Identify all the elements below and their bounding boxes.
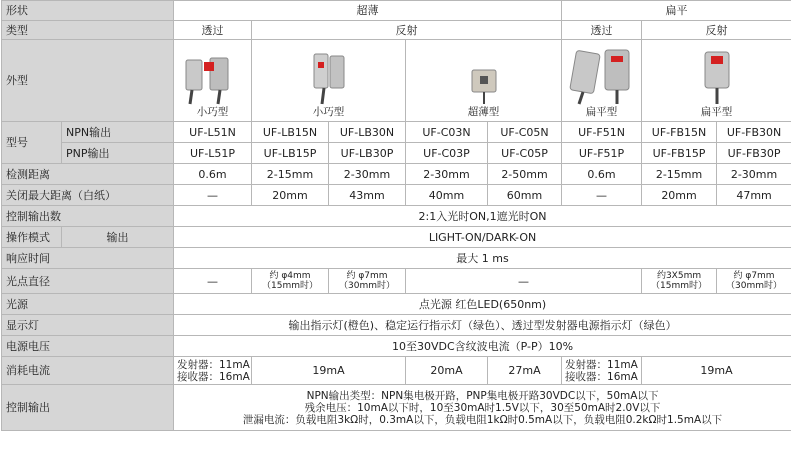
power-value: 10至30VDC含纹波电流（P-P）10% xyxy=(174,336,791,357)
detect-cell: 2-30mm xyxy=(406,164,488,185)
model-pnp-cell: UF-LB30P xyxy=(329,143,406,164)
row-ctrl-count xyxy=(2,206,791,227)
row-indicator xyxy=(2,315,791,336)
row-ctrl-out xyxy=(2,385,791,431)
current-c05: 27mA xyxy=(488,357,562,385)
detect-cell: 2-30mm xyxy=(717,164,791,185)
detect-cell: 2-15mm xyxy=(252,164,329,185)
row-spot xyxy=(2,269,791,294)
spot-dash-1: — xyxy=(174,269,252,294)
model-npn-cell: UF-LB15N xyxy=(252,122,329,143)
model-pnp-cell: UF-C05P xyxy=(488,143,562,164)
current-ul51 xyxy=(174,357,252,385)
label-shape: 形状 xyxy=(2,1,174,21)
caption-flat-1: 扁平型 xyxy=(585,106,618,118)
label-indicator: 显示灯 xyxy=(2,315,174,336)
spot-lb30 xyxy=(329,269,406,294)
closed-cell: — xyxy=(174,185,252,206)
label-model: 型号 xyxy=(2,122,62,164)
sensor-flat-pair-image xyxy=(565,46,639,106)
caption-ultra: 超薄型 xyxy=(467,106,500,118)
ctrl-out-line-3: 泄漏电流：负载电阻3kΩ时，0.3mA以下，负载电阻1kΩ时0.5mA以下，负载电阻0.2kΩ时1.5mA以下 xyxy=(242,413,723,426)
shape-flat: 扁平 xyxy=(562,1,791,21)
label-mode: 操作模式 xyxy=(2,227,62,248)
spot-lb30-note: （30mm时） xyxy=(339,281,395,291)
sensor-pair-image xyxy=(180,54,246,106)
detect-cell: 2-30mm xyxy=(329,164,406,185)
row-model-pnp xyxy=(2,143,791,164)
model-pnp-cell: UF-F51P xyxy=(562,143,642,164)
type-thru-1: 透过 xyxy=(174,21,252,40)
label-closed: 关闭最大距离（白纸） xyxy=(2,185,174,206)
current-emitter-1: 发射器：11mA xyxy=(177,358,250,371)
image-fb xyxy=(642,40,791,122)
indicator-value: 输出指示灯(橙色)、稳定运行指示灯（绿色）、透过型发射器电源指示灯（绿色） xyxy=(174,315,791,336)
model-npn-cell: UF-F51N xyxy=(562,122,642,143)
detect-cell: 0.6m xyxy=(562,164,642,185)
row-detect xyxy=(2,164,791,185)
model-pnp-cell: UF-L51P xyxy=(174,143,252,164)
model-pnp-cell: UF-FB15P xyxy=(642,143,717,164)
detect-cell: 2-50mm xyxy=(488,164,562,185)
spot-lb15-note: （15mm时） xyxy=(262,281,318,291)
image-ul51 xyxy=(174,40,252,122)
label-current: 消耗电流 xyxy=(2,357,174,385)
row-type xyxy=(2,21,791,40)
current-fb: 19mA xyxy=(642,357,791,385)
row-mode xyxy=(2,227,791,248)
closed-cell: 43mm xyxy=(329,185,406,206)
label-spot: 光点直径 xyxy=(2,269,174,294)
label-appearance: 外型 xyxy=(2,40,174,122)
closed-cell: 20mm xyxy=(642,185,717,206)
shape-ultra-thin: 超薄 xyxy=(174,1,562,21)
label-power: 电源电压 xyxy=(2,336,174,357)
current-receiver-1: 接收器：16mA xyxy=(177,370,250,383)
spot-dash-2: — xyxy=(406,269,642,294)
type-thru-2: 透过 xyxy=(562,21,642,40)
spot-lb15-size: 约 φ4mm xyxy=(269,271,311,281)
label-detect: 检测距离 xyxy=(2,164,174,185)
row-closed xyxy=(2,185,791,206)
closed-cell: — xyxy=(562,185,642,206)
mode-value: LIGHT-ON/DARK-ON xyxy=(174,227,791,248)
image-f51 xyxy=(562,40,642,122)
spot-lb30-size: 约 φ7mm xyxy=(346,271,388,281)
current-receiver-2: 接收器：16mA xyxy=(565,370,638,383)
model-pnp-cell: UF-C03P xyxy=(406,143,488,164)
current-lb: 19mA xyxy=(252,357,406,385)
model-npn-cell: UF-L51N xyxy=(174,122,252,143)
label-light: 光源 xyxy=(2,294,174,315)
image-c0 xyxy=(406,40,562,122)
row-appearance xyxy=(2,40,791,122)
label-ctrl-count: 控制输出数 xyxy=(2,206,174,227)
label-pnp: PNP输出 xyxy=(62,143,174,164)
label-ctrl-out: 控制输出 xyxy=(2,385,174,431)
label-mode-output: 输出 xyxy=(62,227,174,248)
label-npn: NPN输出 xyxy=(62,122,174,143)
caption-small-1: 小巧型 xyxy=(196,106,229,118)
detect-cell: 2-15mm xyxy=(642,164,717,185)
response-value: 最大 1 ms xyxy=(174,248,791,269)
ctrl-out-line-1: NPN输出类型：NPN集电极开路，PNP集电极开路30VDC以下，50mA以下 xyxy=(306,389,659,402)
spot-fb30-note: （30mm时） xyxy=(726,281,783,291)
type-refl-1: 反射 xyxy=(252,21,562,40)
label-type: 类型 xyxy=(2,21,174,40)
current-f51 xyxy=(562,357,642,385)
closed-cell: 60mm xyxy=(488,185,562,206)
current-c03: 20mA xyxy=(406,357,488,385)
row-shape xyxy=(2,1,791,21)
model-npn-cell: UF-FB15N xyxy=(642,122,717,143)
light-value: 点光源 红色LED(650nm) xyxy=(174,294,791,315)
spot-fb15-note: （15mm时） xyxy=(651,281,708,291)
row-current xyxy=(2,357,791,385)
caption-small-2: 小巧型 xyxy=(312,106,345,118)
row-model-npn xyxy=(2,122,791,143)
image-lb xyxy=(252,40,406,122)
row-light xyxy=(2,294,791,315)
caption-flat-2: 扁平型 xyxy=(700,106,733,118)
label-response: 响应时间 xyxy=(2,248,174,269)
spot-fb30-size: 约 φ7mm xyxy=(733,271,775,281)
ctrl-out-value xyxy=(174,385,791,431)
current-emitter-2: 发射器：11mA xyxy=(565,358,638,371)
model-pnp-cell: UF-FB30P xyxy=(717,143,791,164)
spot-fb15 xyxy=(642,269,717,294)
model-npn-cell: UF-C05N xyxy=(488,122,562,143)
model-npn-cell: UF-LB30N xyxy=(329,122,406,143)
spot-lb15 xyxy=(252,269,329,294)
ctrl-count-value: 2:1入光时ON,1遮光时ON xyxy=(174,206,791,227)
sensor-flat-reflective-image xyxy=(687,48,747,106)
spec-table xyxy=(1,0,791,431)
model-npn-cell: UF-FB30N xyxy=(717,122,791,143)
detect-cell: 0.6m xyxy=(174,164,252,185)
sensor-reflective-image xyxy=(294,50,364,106)
closed-cell: 20mm xyxy=(252,185,329,206)
sensor-ultrathin-image xyxy=(454,62,514,106)
type-refl-2: 反射 xyxy=(642,21,791,40)
spot-fb30 xyxy=(717,269,791,294)
closed-cell: 47mm xyxy=(717,185,791,206)
row-power xyxy=(2,336,791,357)
model-npn-cell: UF-C03N xyxy=(406,122,488,143)
spot-fb15-size: 约3X5mm xyxy=(656,271,702,281)
ctrl-out-line-2: 残余电压：10mA以下时，10至30mA时1.5V以下，30至50mA时2.0V以下 xyxy=(304,401,661,414)
closed-cell: 40mm xyxy=(406,185,488,206)
row-response xyxy=(2,248,791,269)
model-pnp-cell: UF-LB15P xyxy=(252,143,329,164)
